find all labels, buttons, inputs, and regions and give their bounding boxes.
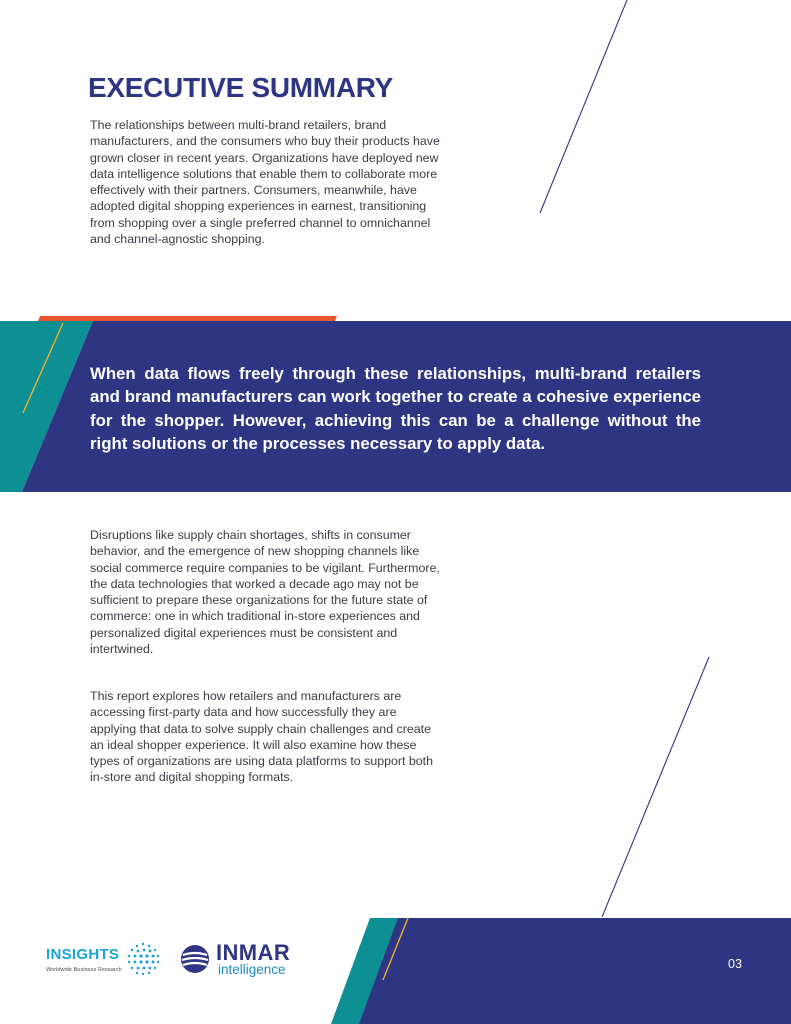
insights-wordmark: INSIGHTS — [46, 946, 120, 963]
insights-tagline: Worldwide Business Research — [46, 967, 122, 973]
inmar-tagline: intelligence — [218, 962, 286, 977]
callout-text: When data flows freely through these relationships, multi-brand retailers and brand manufacturers can work together to create a cohesive experience for the shopper. However, achieving this can be a challenge without the right solutions or the processes necessary to apply data. — [90, 364, 701, 453]
inmar-globe-icon — [180, 944, 210, 974]
intro-paragraph: The relationships between multi-brand retailers, brand manufacturers, and the consumers who buy their products have grown closer in recent years. Organizations have deployed new data intelligence solutions that enable them to collaborate more effectively with their partners. Consumers, meanwhile, have adopted digital shopping experiences in earnest, transitioning from shopping over a single preferred channel to omnichannel and channel-agnostic shopping. — [90, 118, 440, 247]
inmar-intelligence-logo — [180, 940, 320, 980]
page-number: 03 — [728, 957, 742, 971]
page-title: EXECUTIVE SUMMARY — [88, 72, 394, 103]
body-paragraph-1: Disruptions like supply chain shortages, shifts in consumer behavior, and the emergence of new shopping channels like social commerce require companies to be vigilant. Furthermore, the data technologies that worked a decade ago may not be sufficient to prepare these organizations for the future state of commerce: one in which traditional in-store experiences and personalized digital experiences must be consistent and intertwined. — [90, 528, 440, 657]
insights-logo — [46, 940, 166, 980]
inmar-wordmark: INMAR — [216, 940, 291, 965]
dotted-globe-icon — [124, 940, 162, 978]
footer-navy-band — [359, 918, 791, 1024]
top-diagonal-line — [540, 0, 627, 213]
body-paragraph-2: This report explores how retailers and manufacturers are accessing first-party data and how successfully they are applying that data to solve supply chain challenges and create an ideal shopper experience. It will also examine how these types of organizations are using data platforms to support both in-store and digital shopping formats. — [90, 689, 434, 785]
orange-accent-bar — [38, 316, 337, 321]
lower-diagonal-line — [602, 657, 709, 917]
